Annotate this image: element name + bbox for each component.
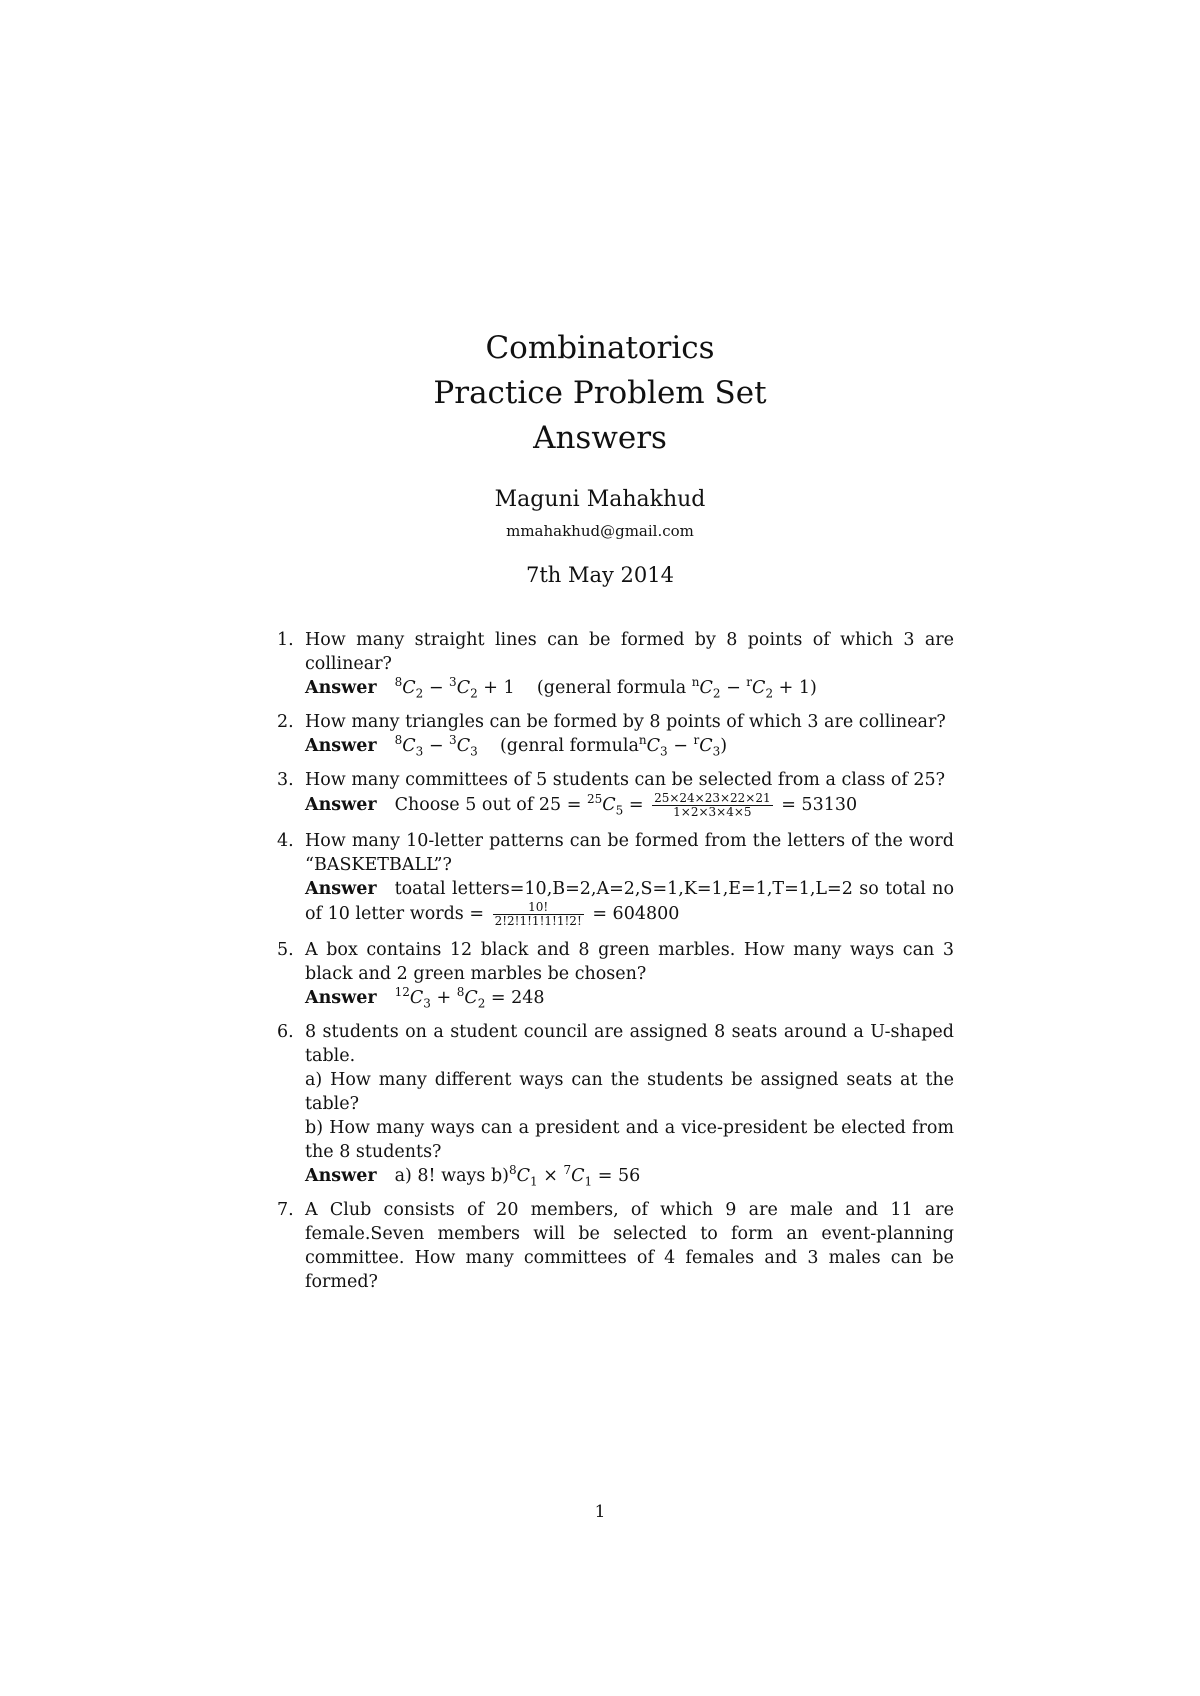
problem-item (277, 628, 954, 700)
problem-number: 5. (277, 940, 294, 960)
problem-item (277, 1198, 954, 1294)
problem-text: How many committees of 5 students can be selected from a class of 25? (305, 770, 946, 790)
problem-item (277, 768, 954, 819)
author-name: Maguni Mahakhud (494, 487, 706, 512)
document-date: 7th May 2014 (525, 563, 674, 587)
problem-list (277, 628, 954, 1304)
answer-label: Answer (305, 795, 377, 815)
problem-item (277, 1020, 954, 1188)
problem-text: A box contains 12 black and 8 green marbles. How many ways can 3 black and 2 green marbles be chosen? (305, 940, 954, 984)
document-subtitle-answers: Answers (533, 420, 667, 456)
answer-label: Answer (305, 736, 377, 756)
problem-item (277, 710, 954, 758)
answer-label: Answer (305, 678, 377, 698)
problem-text: How many 10-letter patterns can be formed from the letters of the word “BASKETBALL”? (305, 831, 954, 875)
answer: Answer a) 8! ways $b)^8C_1 \times ^7C_1 = 56$ (305, 1163, 641, 1189)
fraction: $\frac{10!}{2!2!1!1!1!1!2!}$ (494, 900, 582, 928)
problem-number: 2. (277, 712, 294, 732)
problem-text-part-b: b) How many ways can a president and a vice-president be elected from the 8 students? (305, 1118, 954, 1162)
problem-number: 6. (277, 1022, 294, 1042)
problem-number: 4. (277, 831, 294, 851)
author-email: mmahakhud@gmail.com (506, 522, 694, 540)
problem-number: 3. (277, 770, 294, 790)
answer-label: Answer (305, 1166, 377, 1186)
problem-text: A Club consists of 20 members, of which 9 are male and 11 are female.Seven members will be selected to form an event-planning committee. How many committees of 4 females and 3 males can be formed? (305, 1200, 954, 1292)
problem-text: How many straight lines can be formed by 8 points of which 3 are collinear? (305, 630, 954, 674)
problem-item (277, 938, 954, 1010)
fraction: $\frac{25\times 24\times 23\times 22\times 21}{1\times 2\times 3\times 4\times 5}$ (654, 791, 771, 819)
problem-text: How many triangles can be formed by 8 points of which 3 are collinear? (305, 712, 946, 732)
problem-number: 1. (277, 630, 294, 650)
answer-label: Answer (305, 988, 377, 1008)
answer-label: Answer (305, 879, 377, 899)
document-subtitle: Practice Problem Set (433, 375, 767, 411)
problem-text-part-a: a) How many different ways can the students be assigned seats at the table? (305, 1070, 954, 1114)
problem-text: 8 students on a student council are assigned 8 seats around a U-shaped table. (305, 1022, 954, 1066)
document-title: Combinatorics (485, 330, 715, 366)
problem-item (277, 829, 954, 928)
answer: Answer toatal letters=10,B=2,A=2,S=1,K=1,E=1,T=1,L=2 so total no of 10 letter words = $\frac{10!}{2!2!1!1!1!1!2!}$ = 604800 (305, 879, 954, 928)
answer: Answer $^{12}C_3 + ^8C_2 = 248$ (305, 985, 545, 1011)
title-block (0, 326, 1200, 589)
answer: Answer Choose 5 out of $25 = ^{25}C_5$ = $\frac{25\times 24\times 23\times 22\times 21}{1\times 2\times 3\times 4\times 5}$ = 53130 (305, 791, 858, 819)
page-number: 1 (594, 1502, 606, 1522)
answer: Answer $^8C_3 - ^3C_3$ (genral $formula^nC_3 - ^rC_3$) (305, 733, 728, 759)
problem-number: 7. (277, 1200, 294, 1220)
answer: Answer $^8C_2 - ^3C_2 + 1$ (general formula $^nC_2 - ^rC_2 + 1$) (305, 675, 817, 701)
